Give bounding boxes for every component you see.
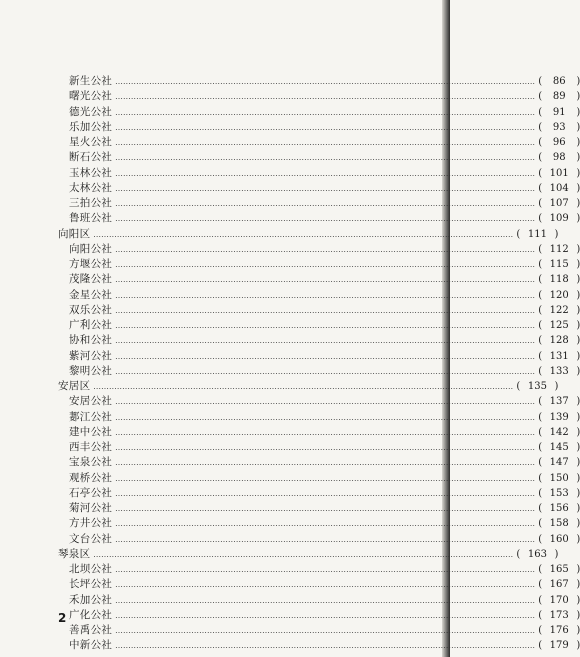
toc-entry-row	[58, 288, 580, 303]
dot-leader: ................................................................................................................................................................	[93, 383, 514, 391]
dot-leader: ................................................................................................................................................................	[115, 139, 536, 147]
toc-entry-label: 玉林公社	[69, 166, 113, 179]
toc-entry-row	[58, 120, 580, 135]
toc-entry-row	[58, 410, 580, 425]
toc-entry-label: 断石公社	[69, 151, 113, 164]
toc-entry-page: ( 145 )	[538, 440, 580, 455]
dot-leader: ................................................................................................................................................................	[115, 78, 536, 86]
toc-entry-page: ( 91 )	[538, 105, 580, 120]
toc-section-row	[58, 379, 559, 394]
toc-entry-row	[58, 532, 580, 547]
toc-entry-row	[58, 440, 580, 455]
toc-entry-page: ( 179 )	[538, 638, 580, 653]
toc-entry-page: ( 142 )	[538, 425, 580, 440]
toc-page-number: 179	[549, 640, 569, 652]
toc-page-number: 167	[549, 579, 569, 591]
toc-entry-label: 太林公社	[69, 181, 113, 194]
toc-entry-label: 禾加公社	[69, 593, 113, 606]
toc-entry-label: 向阳区	[58, 227, 91, 240]
toc-entry-label: 石亭公社	[69, 486, 113, 499]
toc-entry-page: ( 104 )	[538, 181, 580, 196]
dot-leader: ................................................................................................................................................................	[115, 108, 536, 117]
toc-entry-row	[58, 105, 580, 120]
toc-entry-page: ( 112 )	[538, 242, 580, 257]
dot-leader: ................................................................................................................................................................	[115, 505, 536, 513]
toc-page-number: 107	[549, 198, 569, 209]
toc-entry-label: 郪江公社	[69, 410, 113, 423]
toc-entry-row	[58, 577, 580, 592]
toc-entry-page: ( 153 )	[538, 486, 580, 501]
dot-leader: ................................................................................................................................................................	[115, 337, 536, 346]
dot-leader: ................................................................................................................................................................	[115, 261, 536, 269]
toc-entry-label: 方堰公社	[69, 258, 113, 270]
toc-entry-page: ( 165 )	[538, 562, 580, 577]
toc-page-number: 150	[549, 472, 569, 484]
toc-entry-row	[58, 257, 580, 272]
dot-leader: ................................................................................................................................................................	[115, 520, 536, 529]
toc-entry-row	[58, 242, 580, 257]
toc-entry-row	[58, 349, 580, 364]
toc-page-number: 165	[549, 564, 569, 575]
toc-entry-page: ( 101 )	[538, 166, 580, 181]
toc-entry-row	[58, 318, 580, 333]
toc-entry-page: ( 133 )	[538, 364, 580, 379]
toc-page-number: 139	[549, 411, 569, 423]
toc-entry-row	[58, 89, 580, 104]
toc-entry-page: ( 115 )	[538, 257, 580, 272]
toc-entry-row	[58, 150, 580, 165]
toc-entry-row	[58, 166, 580, 181]
toc-entry-row	[58, 516, 580, 531]
dot-leader: ................................................................................................................................................................	[115, 535, 536, 544]
toc-page-number: 142	[549, 426, 569, 438]
dot-leader: ................................................................................................................................................................	[115, 398, 536, 407]
toc-entry-row	[58, 394, 580, 409]
toc-entry-label: 安居公社	[69, 395, 113, 408]
dot-leader: ................................................................................................................................................................	[115, 627, 536, 635]
toc-entry-label: 观桥公社	[69, 471, 113, 484]
toc-page-number: 170	[549, 594, 569, 606]
toc-entry-label: 安居区	[58, 380, 91, 392]
toc-page-number: 158	[549, 518, 569, 530]
toc-entry-page: ( 158 )	[538, 516, 580, 531]
toc-entry-label: 黎明公社	[69, 364, 113, 377]
toc-entry-row	[58, 135, 580, 150]
toc-page-number: 133	[549, 365, 569, 377]
toc-entry-page: ( 111 )	[516, 227, 558, 242]
toc-entry-label: 新生公社	[69, 75, 113, 87]
toc-entry-label: 德光公社	[69, 105, 113, 118]
dot-leader: ................................................................................................................................................................	[115, 215, 536, 224]
toc-entry-row	[58, 211, 580, 226]
dot-leader: ................................................................................................................................................................	[115, 200, 536, 208]
dot-leader: ................................................................................................................................................................	[93, 550, 514, 559]
dot-leader: ................................................................................................................................................................	[115, 154, 536, 163]
toc-entry-row	[58, 181, 580, 196]
toc-page-number: 153	[549, 487, 569, 499]
dot-leader: ................................................................................................................................................................	[115, 184, 536, 193]
toc-entry-page: ( 150 )	[538, 471, 580, 486]
toc-entry-label: 菊河公社	[69, 502, 113, 514]
toc-entry-page: ( 120 )	[538, 288, 580, 303]
toc-entry-page: ( 109 )	[538, 211, 580, 226]
toc-page-number: 93	[552, 121, 566, 133]
toc-page-number: 111	[527, 228, 547, 240]
toc-entry-page: ( 107 )	[538, 196, 580, 211]
toc-entry-row	[58, 272, 580, 287]
toc-entry-label: 西丰公社	[69, 441, 113, 453]
toc-entry-page: ( 137 )	[538, 394, 580, 409]
toc-entry-label: 长坪公社	[69, 578, 113, 591]
toc-entry-label: 广利公社	[69, 319, 113, 331]
toc-entry-page: ( 167 )	[538, 577, 580, 592]
toc-page-number: 98	[552, 152, 566, 164]
toc-entry-row	[58, 333, 580, 348]
toc-page-number: 109	[549, 213, 569, 225]
toc-entry-page: ( 96 )	[538, 135, 580, 150]
dot-leader: ................................................................................................................................................................	[115, 566, 536, 574]
toc-entry-row	[58, 471, 580, 486]
dot-leader: ................................................................................................................................................................	[115, 474, 536, 483]
toc-page-number: 137	[549, 396, 569, 408]
toc-entry-page: ( 122 )	[538, 303, 580, 318]
toc-page-number: 131	[549, 350, 569, 362]
toc-page-number: 147	[549, 457, 569, 469]
toc-entry-row	[58, 593, 580, 608]
toc-page-number: 160	[549, 533, 569, 545]
toc-entry-row	[58, 74, 580, 89]
toc-page-number: 112	[549, 243, 569, 255]
dot-leader: ................................................................................................................................................................	[115, 444, 536, 452]
toc-entry-label: 乐加公社	[69, 120, 113, 133]
toc-entry-page: ( 160 )	[538, 532, 580, 547]
toc-entry-label: 琴泉区	[58, 547, 91, 560]
dot-leader: ................................................................................................................................................................	[115, 459, 536, 468]
toc-entry-label: 双乐公社	[69, 303, 113, 316]
toc-page-number: 118	[549, 274, 569, 286]
toc-page-number: 176	[549, 625, 569, 636]
dot-leader: ................................................................................................................................................................	[115, 322, 536, 330]
toc-page-number: 156	[549, 503, 569, 514]
toc-entry-label: 三拍公社	[69, 197, 113, 209]
toc-entry-label: 茂隆公社	[69, 273, 113, 286]
toc-page-number: 104	[549, 182, 569, 194]
toc-page-number: 145	[549, 442, 569, 453]
toc-entry-label: 广化公社	[69, 608, 113, 621]
toc-entry-label: 鲁班公社	[69, 212, 113, 225]
toc-entry-page: ( 176 )	[538, 623, 580, 638]
dot-leader: ................................................................................................................................................................	[115, 413, 536, 422]
toc-entry-label: 协和公社	[69, 334, 113, 347]
toc-entry-page: ( 156 )	[538, 501, 580, 516]
toc-page-number: 115	[549, 259, 569, 270]
toc-page-number: 91	[552, 106, 566, 118]
toc-entry-label: 星火公社	[69, 136, 113, 148]
toc-page-number: 120	[549, 289, 569, 301]
toc-entry-label: 曙光公社	[69, 90, 113, 103]
dot-leader: ................................................................................................................................................................	[93, 230, 514, 239]
toc-entry-page: ( 125 )	[538, 318, 580, 333]
toc-page-number: 86	[552, 76, 566, 87]
toc-entry-row	[58, 623, 580, 638]
dot-leader: ................................................................................................................................................................	[115, 245, 536, 254]
toc-page-number: 122	[549, 304, 569, 316]
dot-leader: ................................................................................................................................................................	[115, 276, 536, 285]
toc-section-row	[58, 547, 559, 562]
toc-page-number: 135	[527, 381, 547, 392]
dot-leader: ................................................................................................................................................................	[115, 93, 536, 102]
dot-leader: ................................................................................................................................................................	[115, 596, 536, 605]
toc-entry-page: ( 173 )	[538, 608, 580, 623]
toc-entry-row	[58, 562, 580, 577]
dot-leader: ................................................................................................................................................................	[115, 306, 536, 315]
toc-entry-page: ( 93 )	[538, 120, 580, 135]
toc-entry-page: ( 131 )	[538, 349, 580, 364]
toc-entry-row	[58, 638, 580, 653]
dot-leader: ................................................................................................................................................................	[115, 642, 536, 651]
toc-entry-label: 方井公社	[69, 517, 113, 530]
toc-entry-label: 建中公社	[69, 425, 113, 438]
dot-leader: ................................................................................................................................................................	[115, 581, 536, 590]
toc-entry-row	[58, 501, 580, 516]
toc-entry-page: ( 139 )	[538, 410, 580, 425]
toc-entry-row	[58, 303, 580, 318]
toc-entry-page: ( 135 )	[516, 379, 558, 394]
toc-entry-page: ( 163 )	[516, 547, 558, 562]
table-of-contents	[58, 74, 580, 654]
toc-entry-label: 北坝公社	[69, 563, 113, 575]
toc-section-row	[58, 227, 559, 242]
toc-entry-page: ( 118 )	[538, 272, 580, 287]
toc-entry-label: 中新公社	[69, 639, 113, 652]
toc-entry-row	[58, 608, 580, 623]
toc-page-number: 173	[549, 609, 569, 621]
toc-page-number: 101	[549, 167, 569, 179]
toc-page-number: 128	[549, 335, 569, 347]
toc-entry-label: 文台公社	[69, 532, 113, 545]
toc-entry-row	[58, 486, 580, 501]
toc-entry-row	[58, 196, 580, 211]
toc-entry-label: 宝泉公社	[69, 456, 113, 469]
toc-page-number: 125	[549, 320, 569, 331]
toc-page-number: 89	[552, 91, 566, 103]
dot-leader: ................................................................................................................................................................	[115, 291, 536, 300]
dot-leader: ................................................................................................................................................................	[115, 123, 536, 132]
dot-leader: ................................................................................................................................................................	[115, 169, 536, 178]
toc-entry-row	[58, 364, 580, 379]
toc-page-number: 96	[552, 137, 566, 148]
dot-leader: ................................................................................................................................................................	[115, 428, 536, 437]
toc-entry-row	[58, 455, 580, 470]
toc-entry-page: ( 86 )	[538, 74, 580, 89]
dot-leader: ................................................................................................................................................................	[115, 352, 536, 361]
toc-entry-label: 善禹公社	[69, 624, 113, 636]
toc-entry-page: ( 98 )	[538, 150, 580, 165]
dot-leader: ................................................................................................................................................................	[115, 489, 536, 498]
toc-entry-page: ( 170 )	[538, 593, 580, 608]
toc-entry-label: 紫河公社	[69, 349, 113, 362]
dot-leader: ................................................................................................................................................................	[115, 367, 536, 376]
toc-entry-page: ( 89 )	[538, 89, 580, 104]
toc-entry-label: 金星公社	[69, 288, 113, 301]
page-number: 2	[58, 611, 67, 625]
dot-leader: ................................................................................................................................................................	[115, 611, 536, 620]
toc-entry-page: ( 147 )	[538, 455, 580, 470]
toc-page-number: 163	[527, 548, 547, 560]
toc-entry-row	[58, 425, 580, 440]
toc-entry-page: ( 128 )	[538, 333, 580, 348]
toc-entry-label: 向阳公社	[69, 242, 113, 255]
